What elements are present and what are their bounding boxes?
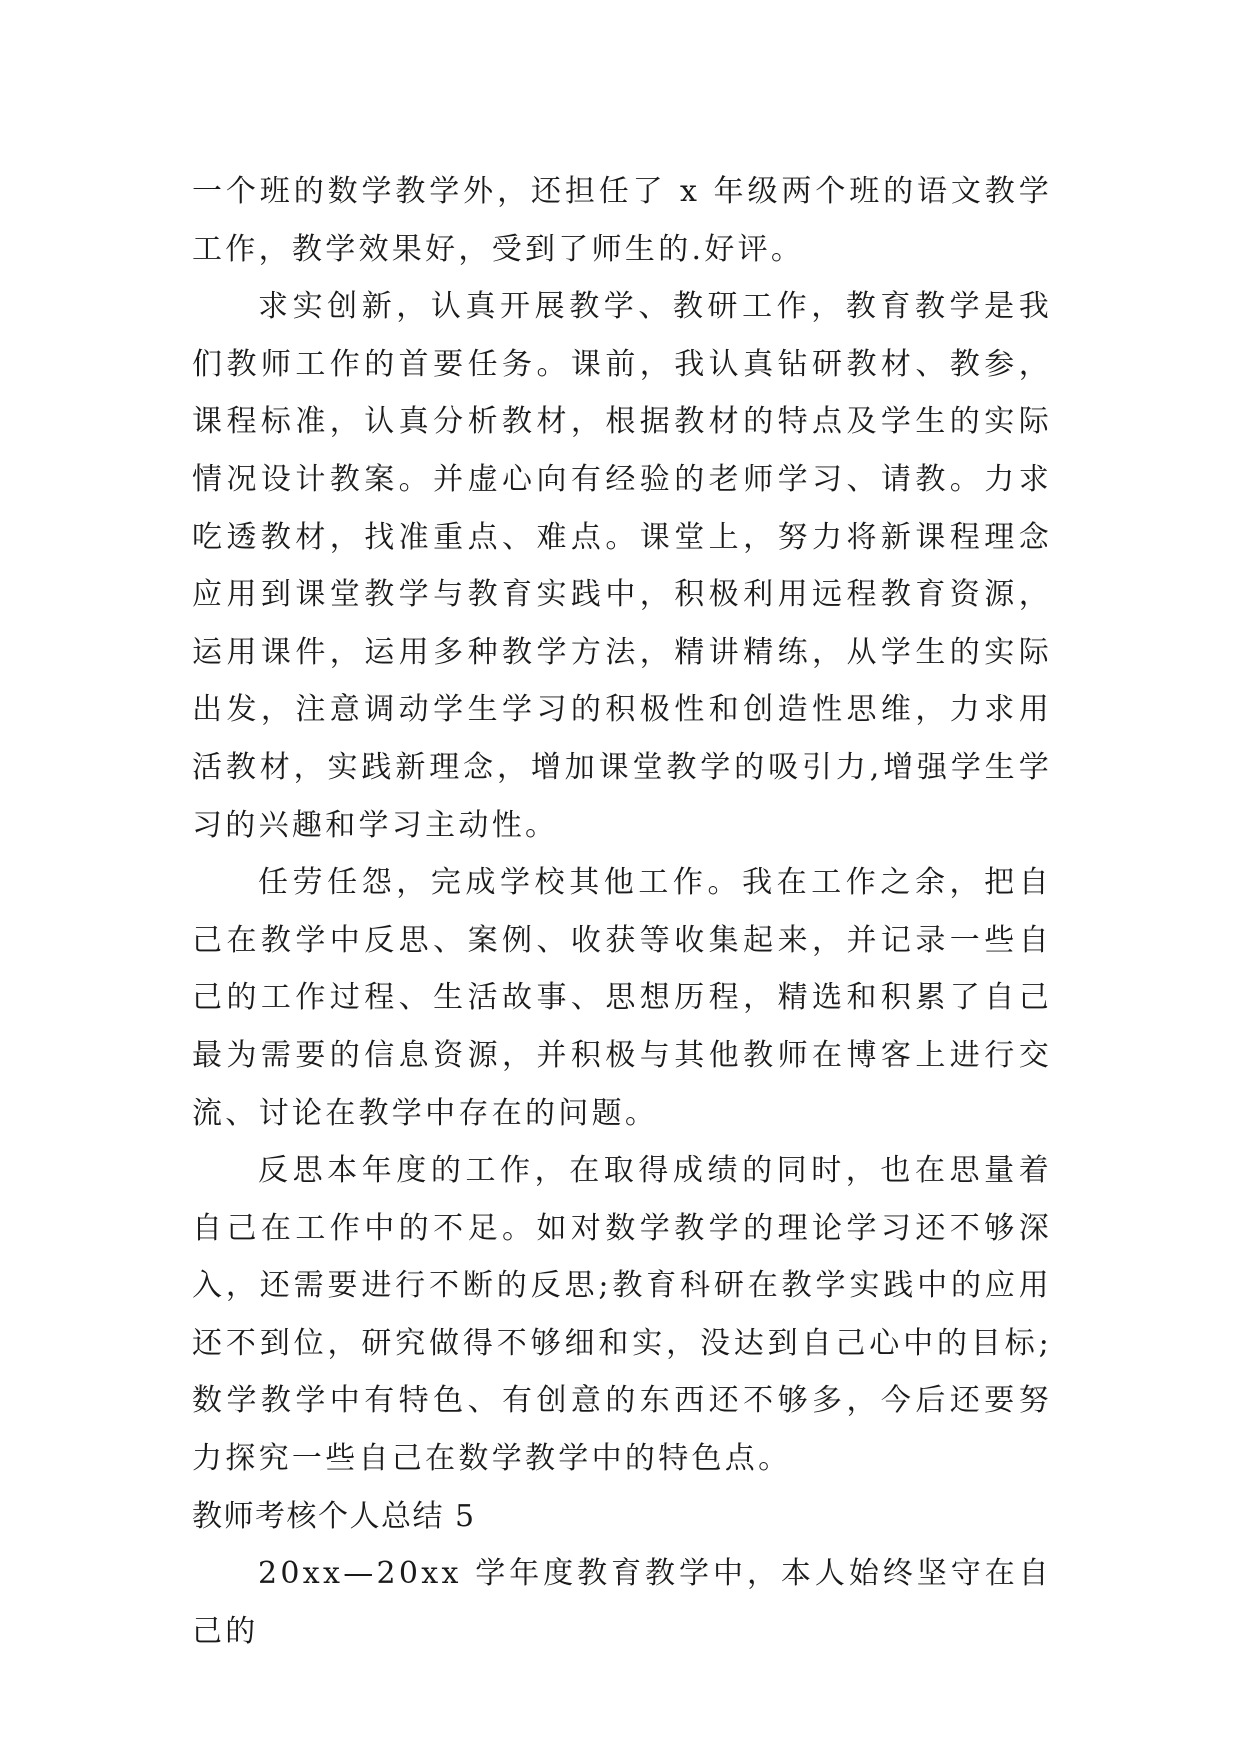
paragraph-continuation: 一个班的数学教学外，还担任了 x 年级两个班的语文教学工作，教学效果好，受到了师生的.好评。 xyxy=(192,174,1052,267)
document-body xyxy=(192,163,1052,1660)
paragraph-section-opening: 20xx—20xx 学年度教育教学中，本人始终坚守在自己的 xyxy=(192,1556,1052,1649)
paragraph-reflection: 反思本年度的工作，在取得成绩的同时，也在思量着自己在工作中的不足。如对数学教学的理论学习还不够深入，还需要进行不断的反思;教育科研在教学实践中的应用还不到位，研究做得不够细和实，没达到自己心中的目标;数学教学中有特色、有创意的东西还不够多，今后还要努力探究一些自己在数学教学中的特色点。 xyxy=(192,1153,1052,1477)
paragraph-other-work: 任劳任怨，完成学校其他工作。我在工作之余，把自己在教学中反思、案例、收获等收集起来，并记录一些自己的工作过程、生活故事、思想历程，精选和积累了自己最为需要的信息资源，并积极与其他教师在博客上进行交流、讨论在教学中存在的问题。 xyxy=(192,865,1052,1131)
paragraph-teaching-research: 求实创新，认真开展教学、教研工作，教育教学是我们教师工作的首要任务。课前，我认真钻研教材、教参，课程标准，认真分析教材，根据教材的特点及学生的实际情况设计教案。并虚心向有经验的老师学习、请教。力求吃透教材，找准重点、难点。课堂上，努力将新课程理念应用到课堂教学与教育实践中，积极利用远程教育资源，运用课件，运用多种教学方法，精讲精练，从学生的实际出发，注意调动学生学习的积极性和创造性思维，力求用活教材，实践新理念，增加课堂教学的吸引力,增强学生学习的兴趣和学习主动性。 xyxy=(192,289,1052,843)
section-heading: 教师考核个人总结 5 xyxy=(192,1498,476,1534)
